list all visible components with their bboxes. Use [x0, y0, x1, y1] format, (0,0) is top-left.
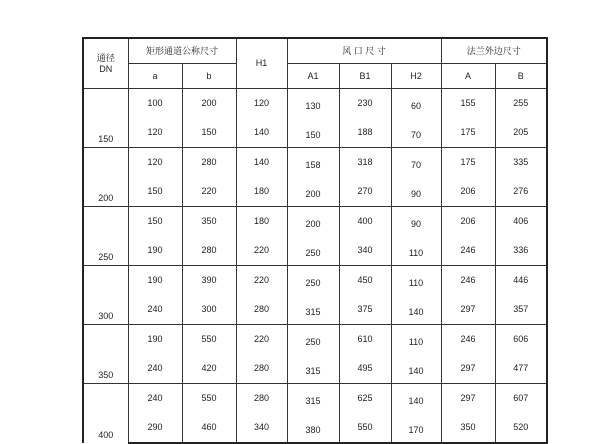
header-h2: H2	[391, 64, 441, 89]
cell-flange-a: 297	[441, 354, 495, 384]
header-row-2	[83, 64, 547, 89]
table-body	[83, 38, 547, 443]
cell-h1: 140	[236, 118, 287, 148]
header-flange-b: B	[495, 64, 547, 89]
cell-flange-b: 255	[495, 89, 547, 119]
table-row	[83, 89, 547, 119]
table-row	[83, 266, 547, 296]
cell-h1: 280	[236, 354, 287, 384]
table-row	[83, 177, 547, 207]
cell-a1: 200	[287, 177, 339, 207]
cell-b: 150	[182, 118, 236, 148]
header-b1: B1	[339, 64, 391, 89]
cell-b: 350	[182, 207, 236, 237]
table-row	[83, 207, 547, 237]
dn-cell: 400	[83, 384, 128, 444]
cell-b1: 450	[339, 266, 391, 296]
cell-h2: 90	[391, 177, 441, 207]
cell-a1: 130	[287, 89, 339, 119]
cell-a: 290	[128, 413, 182, 443]
cell-flange-b: 335	[495, 148, 547, 178]
cell-flange-a: 246	[441, 266, 495, 296]
table-row	[83, 148, 547, 178]
dn-cell: 150	[83, 89, 128, 148]
cell-flange-a: 297	[441, 295, 495, 325]
cell-a1: 200	[287, 207, 339, 237]
cell-a1: 315	[287, 384, 339, 414]
cell-flange-a: 246	[441, 325, 495, 355]
table-row	[83, 354, 547, 384]
cell-b1: 610	[339, 325, 391, 355]
dn-cell: 250	[83, 207, 128, 266]
cell-a: 240	[128, 384, 182, 414]
cell-b: 550	[182, 384, 236, 414]
cell-flange-b: 477	[495, 354, 547, 384]
cell-b1: 318	[339, 148, 391, 178]
table-row	[83, 325, 547, 355]
cell-a: 150	[128, 177, 182, 207]
cell-b1: 270	[339, 177, 391, 207]
cell-h2: 140	[391, 295, 441, 325]
cell-b: 550	[182, 325, 236, 355]
dn-cell: 200	[83, 148, 128, 207]
cell-flange-a: 206	[441, 177, 495, 207]
header-a: a	[128, 64, 182, 89]
cell-flange-b: 357	[495, 295, 547, 325]
cell-flange-a: 155	[441, 89, 495, 119]
cell-a: 190	[128, 266, 182, 296]
cell-flange-b: 276	[495, 177, 547, 207]
cell-b: 200	[182, 89, 236, 119]
cell-b1: 375	[339, 295, 391, 325]
cell-flange-b: 406	[495, 207, 547, 237]
cell-h2: 110	[391, 266, 441, 296]
cell-a1: 150	[287, 118, 339, 148]
table-row	[83, 413, 547, 443]
header-flange-a: A	[441, 64, 495, 89]
cell-b: 280	[182, 236, 236, 266]
cell-h2: 140	[391, 354, 441, 384]
header-b: b	[182, 64, 236, 89]
cell-b: 220	[182, 177, 236, 207]
cell-a: 190	[128, 325, 182, 355]
cell-b: 390	[182, 266, 236, 296]
cell-flange-a: 350	[441, 413, 495, 443]
header-row-1	[83, 38, 547, 64]
header-rect-channel: 矩形通道公称尺寸	[128, 38, 236, 64]
cell-h1: 220	[236, 325, 287, 355]
cell-h1: 140	[236, 148, 287, 178]
cell-b1: 340	[339, 236, 391, 266]
cell-b1: 495	[339, 354, 391, 384]
cell-h2: 170	[391, 413, 441, 443]
cell-h2: 60	[391, 89, 441, 119]
cell-h2: 70	[391, 118, 441, 148]
cell-b: 280	[182, 148, 236, 178]
cell-b1: 625	[339, 384, 391, 414]
cell-a1: 250	[287, 236, 339, 266]
cell-b: 420	[182, 354, 236, 384]
cell-h2: 140	[391, 384, 441, 414]
cell-a1: 315	[287, 295, 339, 325]
dimension-table	[82, 37, 548, 444]
cell-flange-b: 607	[495, 384, 547, 414]
cell-a: 240	[128, 354, 182, 384]
cell-h2: 90	[391, 207, 441, 237]
table-row	[83, 384, 547, 414]
cell-b: 460	[182, 413, 236, 443]
dn-cell: 350	[83, 325, 128, 384]
cell-a: 190	[128, 236, 182, 266]
cell-a1: 250	[287, 266, 339, 296]
cell-h1: 180	[236, 177, 287, 207]
header-flange: 法兰外边尺寸	[441, 38, 547, 64]
cell-flange-b: 446	[495, 266, 547, 296]
cell-b1: 550	[339, 413, 391, 443]
cell-h2: 70	[391, 148, 441, 178]
cell-a1: 380	[287, 413, 339, 443]
cell-h1: 220	[236, 266, 287, 296]
cell-a: 100	[128, 89, 182, 119]
dn-cell: 300	[83, 266, 128, 325]
cell-a1: 315	[287, 354, 339, 384]
cell-flange-b: 205	[495, 118, 547, 148]
cell-h1: 280	[236, 295, 287, 325]
cell-a1: 250	[287, 325, 339, 355]
header-air-outlet: 风 口 尺 寸	[287, 38, 441, 64]
cell-flange-b: 520	[495, 413, 547, 443]
cell-a: 150	[128, 207, 182, 237]
cell-h1: 220	[236, 236, 287, 266]
cell-b1: 400	[339, 207, 391, 237]
header-h1: H1	[236, 38, 287, 89]
cell-a1: 158	[287, 148, 339, 178]
cell-flange-b: 606	[495, 325, 547, 355]
header-dn	[83, 38, 128, 89]
cell-flange-a: 175	[441, 118, 495, 148]
cell-h2: 110	[391, 325, 441, 355]
cell-flange-b: 336	[495, 236, 547, 266]
cell-b1: 188	[339, 118, 391, 148]
cell-h1: 180	[236, 207, 287, 237]
cell-h2: 110	[391, 236, 441, 266]
header-a1: A1	[287, 64, 339, 89]
cell-h1: 120	[236, 89, 287, 119]
header-dn-line2: DN	[99, 63, 113, 74]
cell-b1: 230	[339, 89, 391, 119]
table-row	[83, 236, 547, 266]
cell-a: 120	[128, 118, 182, 148]
cell-flange-a: 175	[441, 148, 495, 178]
cell-flange-a: 297	[441, 384, 495, 414]
cell-a: 120	[128, 148, 182, 178]
cell-h1: 340	[236, 413, 287, 443]
table-row	[83, 118, 547, 148]
cell-a: 240	[128, 295, 182, 325]
cell-flange-a: 206	[441, 207, 495, 237]
table-row	[83, 295, 547, 325]
cell-h1: 280	[236, 384, 287, 414]
cell-b: 300	[182, 295, 236, 325]
header-dn-line1: 通径	[96, 52, 115, 63]
cell-flange-a: 246	[441, 236, 495, 266]
